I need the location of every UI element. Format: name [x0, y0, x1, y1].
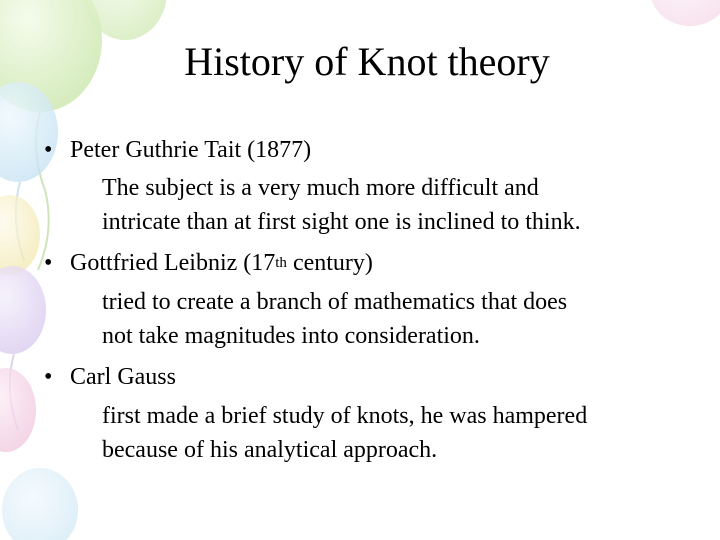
balloon-pink-top-right: [650, 0, 720, 26]
bullet-icon: •: [44, 364, 53, 390]
body-line: not take magnitudes into consideration.: [102, 323, 480, 349]
bullet-icon: •: [44, 250, 53, 276]
body-line: first made a brief study of knots, he was hampered: [102, 403, 588, 429]
heading-part: century): [286, 250, 373, 276]
body-line: tried to create a branch of mathematics that does: [102, 289, 568, 315]
body-line: The subject is a very much more difficult and: [102, 175, 539, 201]
bullet-heading: Carl Gauss: [70, 364, 176, 390]
balloon-purple-left: [0, 266, 46, 354]
body-line: because of his analytical approach.: [102, 437, 438, 463]
bullet-heading: [70, 249, 373, 277]
slide-title: History of Knot theory: [184, 39, 550, 84]
body-line: intricate than at first sight one is inclined to think.: [102, 209, 581, 235]
balloon-blue-bottom: [2, 468, 78, 540]
balloon-yellow-left: [0, 195, 40, 275]
bullet-heading: Peter Guthrie Tait (1877): [70, 137, 312, 163]
heading-superscript: th: [275, 255, 287, 271]
balloon-pink-left: [0, 368, 36, 452]
bullet-icon: •: [44, 137, 53, 163]
heading-part: Gottfried Leibniz (17: [70, 250, 276, 276]
